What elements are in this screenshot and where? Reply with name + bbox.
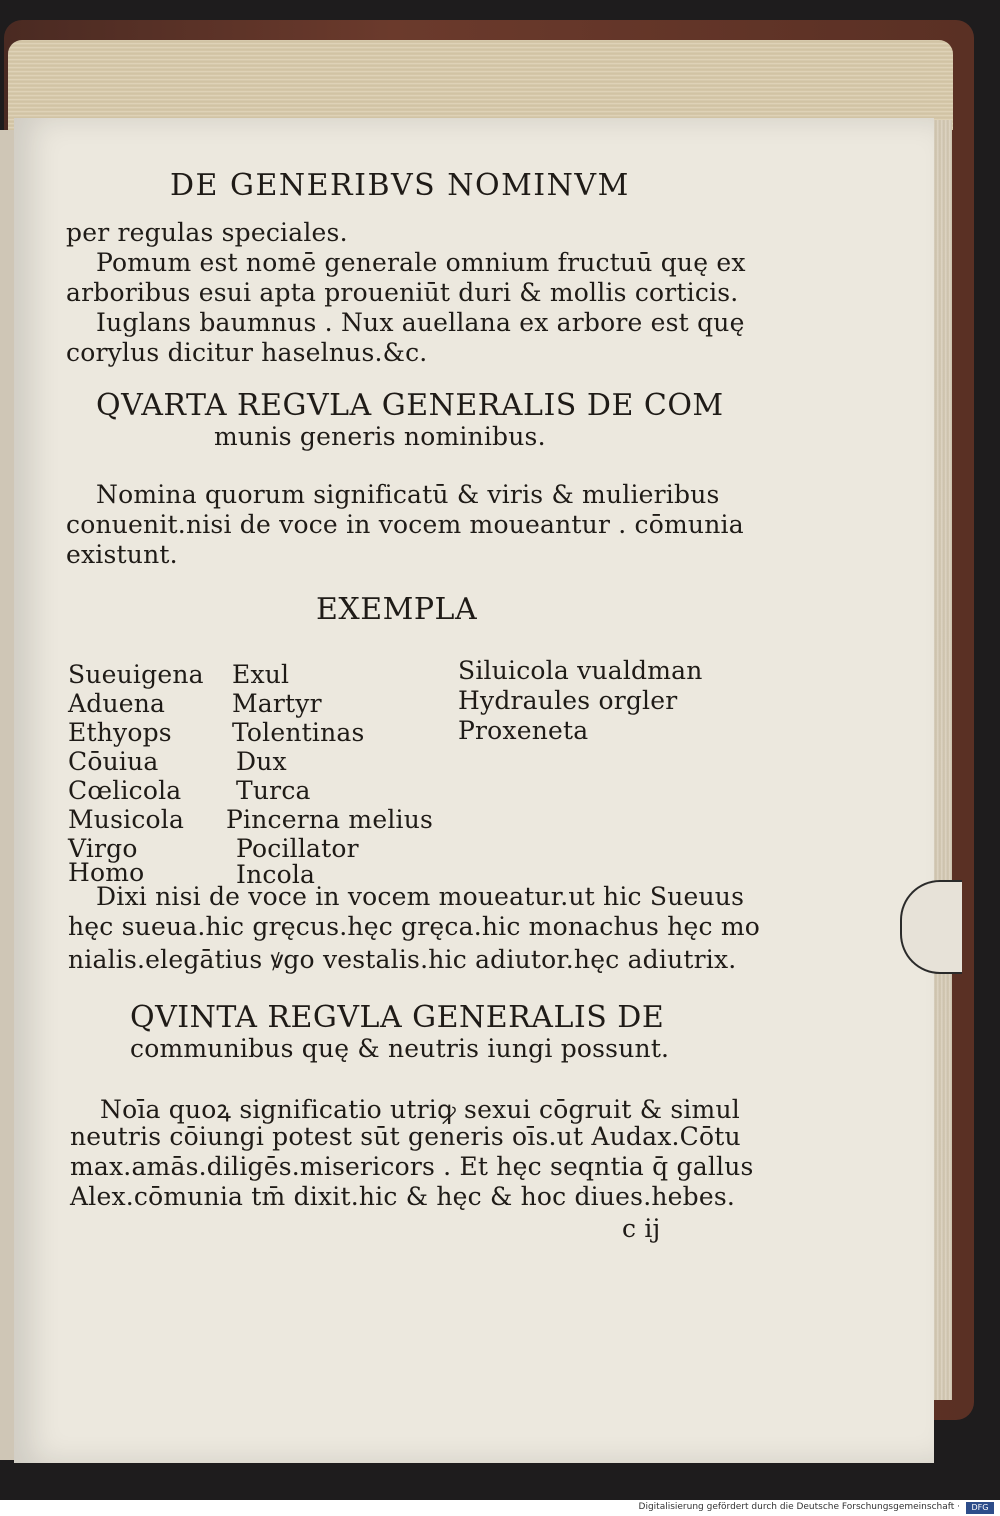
exempla-word: Turca: [236, 776, 311, 805]
left-page-edge: [0, 130, 14, 1460]
exempla-word: Virgo: [68, 834, 138, 863]
text-line: Alex.cōmunia tm̄ dixit.hic & hęc & hoc diues.hebes.: [70, 1182, 736, 1211]
exempla-word: Tolentinas: [232, 718, 365, 747]
page-edges-top: [8, 40, 953, 130]
text-line: existunt.: [66, 540, 178, 569]
text-line: Nomina quorum significatū & viris & mulieribus: [96, 480, 720, 509]
exempla-word: Aduena: [68, 689, 166, 718]
exempla-word: Incola: [236, 860, 316, 889]
exempla-word: Cōuiua: [68, 747, 159, 776]
exempla-word: Musicola: [68, 805, 185, 834]
section-heading: QVINTA REGVLA GENERALIS DE: [130, 1000, 665, 1035]
text-line: max.amās.diligēs.misericors . Et hęc seqntia q̄ gallus: [70, 1152, 754, 1181]
text-line: nialis.elegātius ꝟgo vestalis.hic adiutor.hęc adiutrix.: [68, 945, 737, 974]
section-heading-cont: munis generis nominibus.: [214, 422, 546, 451]
text-line: Pomum est nomē generale omnium fructuū quę ex: [96, 248, 746, 277]
section-heading: QVARTA REGVLA GENERALIS DE COM: [96, 388, 724, 423]
exempla-word: Pincerna melius: [226, 805, 434, 834]
exempla-word: Pocillator: [236, 834, 359, 863]
exempla-word: Ethyops: [68, 718, 172, 747]
text-line: Dixi nisi de voce in vocem moueatur.ut hic Sueuus: [96, 882, 745, 911]
exempla-word: Proxeneta: [458, 716, 589, 745]
page-tab: [900, 880, 962, 974]
exempla-word: Dux: [236, 747, 287, 776]
exempla-word: Siluicola vualdman: [458, 656, 703, 685]
exempla-word: Sueuigena: [68, 660, 204, 689]
text-line: per regulas speciales.: [66, 218, 348, 247]
exempla-word: Exul: [232, 660, 290, 689]
page-title: DE GENERIBVS NOMINVM: [170, 168, 630, 203]
exempla-word: Martyr: [232, 689, 322, 718]
exempla-word: Cœlicola: [68, 776, 182, 805]
text-line: arboribus esui apta proueniūt duri & mollis corticis.: [66, 278, 739, 307]
signature-mark: c ij: [622, 1214, 661, 1243]
footer-credit: Digitalisierung gefördert durch die Deutsche Forschungsgemeinschaft ·: [638, 1502, 960, 1512]
exempla-word: Homo: [68, 858, 145, 887]
section-heading-cont: communibus quę & neutris iungi possunt.: [130, 1034, 670, 1063]
text-line: conuenit.nisi de voce in vocem moueantur . cōmunia: [66, 510, 744, 539]
dfg-logo: DFG: [966, 1502, 994, 1514]
text-line: neutris cōiungi potest sūt generis oīs.ut Audax.Cōtu: [70, 1122, 741, 1151]
text-line: hęc sueua.hic gręcus.hęc gręca.hic monachus hęc mo: [68, 912, 761, 941]
text-line: Noīa quoꝝ significatio utriꝙ sexui cōgruit & simul: [100, 1095, 740, 1124]
exempla-heading: EXEMPLA: [316, 592, 478, 627]
text-line: Iuglans baumnus . Nux auellana ex arbore est quę: [96, 308, 745, 337]
exempla-word: Hydraules orgler: [458, 686, 678, 715]
text-line: corylus dicitur haselnus.&c.: [66, 338, 428, 367]
